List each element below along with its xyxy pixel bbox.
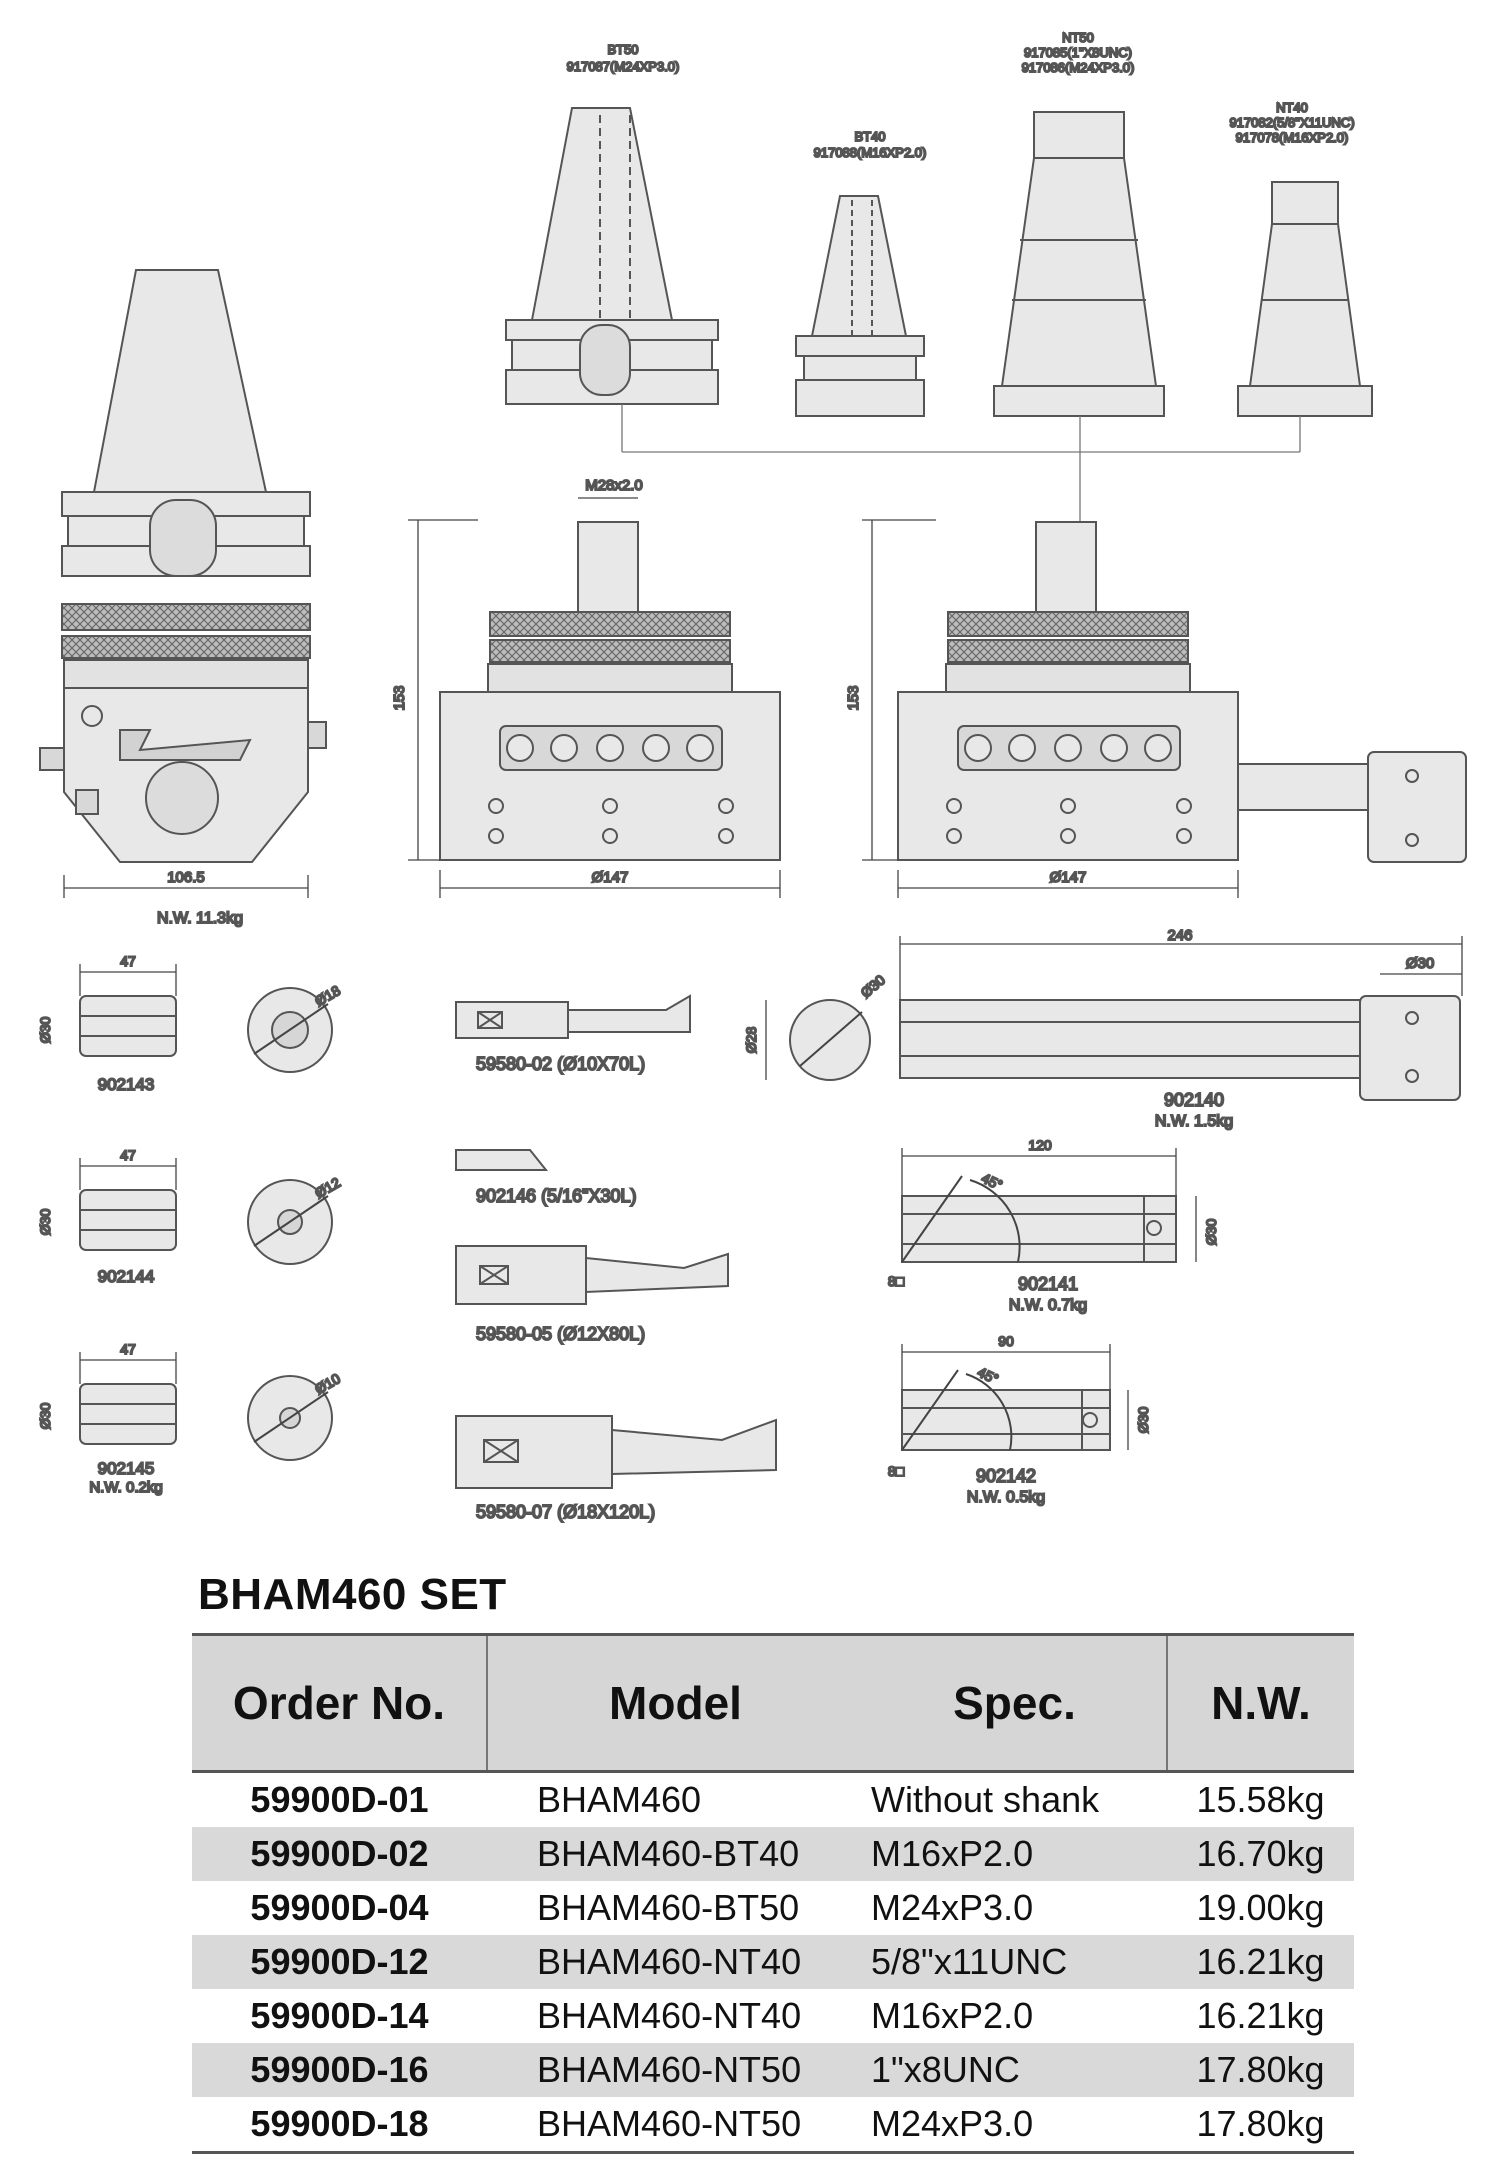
bar3-square: 8□ [887, 1463, 905, 1479]
holder-3-code: 902145 [97, 1459, 155, 1478]
side-view-assembly [40, 270, 326, 862]
holder-2-bore: Ø12 [312, 1174, 343, 1202]
table-header-row [192, 1635, 1354, 1772]
set-title: BHAM460 SET [198, 1570, 507, 1619]
bar1-length: 246 [1167, 927, 1193, 944]
bt50-shank [506, 108, 718, 404]
tool-3-label: 59580-05 (Ø12X80L) [476, 1324, 646, 1344]
spec: M24xP3.0 [863, 2097, 1167, 2153]
holder-1-bore: Ø18 [312, 982, 343, 1010]
front-height-label: 153 [391, 685, 408, 711]
net-weight: 19.00kg [1196, 1887, 1325, 1928]
holder-3-weight: N.W. 0.2kg [89, 1479, 163, 1496]
bar2-weight: N.W. 0.7kg [1008, 1297, 1088, 1314]
boring-head-with-bar [898, 522, 1466, 862]
tool-59580-07 [456, 1416, 776, 1488]
bt40-label: BT40 [854, 129, 886, 144]
side-weight-label: N.W. 11.3kg [157, 910, 243, 927]
model: BHAM460-BT40 [487, 1827, 863, 1881]
bar3-length: 90 [998, 1333, 1014, 1349]
bar3-code: 902142 [975, 1466, 1037, 1486]
order-no: 59900D-18 [192, 2097, 487, 2153]
order-no: 59900D-16 [192, 2043, 487, 2097]
tool-4-label: 59580-07 (Ø18X120L) [476, 1502, 656, 1522]
holder-3-length: 47 [120, 1341, 136, 1357]
bar1-d30b: Ø30 [1405, 955, 1435, 972]
bar2-dia: Ø30 [1203, 1218, 1219, 1246]
bar2-square: 8□ [887, 1273, 905, 1289]
thread-label: M28x2.0 [585, 477, 643, 494]
bar-902142 [902, 1370, 1110, 1450]
order-no: 59900D-02 [192, 1827, 487, 1881]
bar2-code: 902141 [1017, 1274, 1079, 1294]
table-row [192, 1989, 1354, 2043]
nt40-label: NT40 [1276, 100, 1308, 115]
holder-902143 [80, 988, 332, 1072]
table-row [192, 1772, 1354, 1828]
bar1-d28: Ø28 [743, 1026, 759, 1054]
tool-2-label: 902146 (5/16"X30L) [476, 1186, 637, 1206]
nt50-label: NT50 [1062, 30, 1094, 45]
spec: M24xP3.0 [871, 1887, 1034, 1928]
net-weight: 15.58kg [1196, 1779, 1325, 1820]
bt50-code: 917087(M24XP3.0) [566, 59, 680, 74]
net-weight: 16.70kg [1167, 1827, 1354, 1881]
net-weight: 16.21kg [1167, 1935, 1354, 1989]
model: BHAM460-NT50 [487, 2097, 863, 2153]
holder-1-dia: Ø30 [37, 1016, 53, 1044]
bar-902141 [902, 1176, 1176, 1262]
header-spec: Spec. [863, 1635, 1167, 1772]
holder-902145 [80, 1376, 332, 1460]
tool-59580-05 [456, 1246, 728, 1304]
header-nw: N.W. [1167, 1635, 1354, 1772]
order-no: 59900D-04 [250, 1887, 429, 1928]
order-no: 59900D-12 [192, 1935, 487, 1989]
net-weight: 17.80kg [1167, 2097, 1354, 2153]
nt40-code-1: 917082(5/8"X11UNC) [1229, 115, 1355, 130]
order-no: 59900D-14 [250, 1995, 429, 2036]
nt50-code-1: 917085(1"X8UNC) [1024, 45, 1132, 60]
holder-2-length: 47 [120, 1147, 136, 1163]
holder-2-dia: Ø30 [37, 1208, 53, 1236]
bt40-shank [796, 196, 924, 416]
tool-902146 [456, 1150, 546, 1170]
tool-1-label: 59580-02 (Ø10X70L) [476, 1054, 646, 1074]
nt50-shank [994, 112, 1164, 416]
front-diameter-label: Ø147 [591, 869, 629, 886]
holder-1-length: 47 [120, 953, 136, 969]
bar1-weight: N.W. 1.5kg [1154, 1113, 1234, 1130]
side-width-label: 106.5 [167, 869, 205, 886]
right-height-label: 153 [845, 685, 862, 711]
bar3-weight: N.W. 0.5kg [966, 1489, 1046, 1506]
model: BHAM460-NT40 [487, 1935, 863, 1989]
table-row [192, 1881, 1354, 1935]
bar-902140 [790, 996, 1460, 1100]
order-no: 59900D-01 [250, 1779, 429, 1820]
bar1-d30a: Ø30 [857, 971, 889, 1001]
nt40-shank [1238, 182, 1372, 416]
table-row [192, 2043, 1354, 2097]
bar1-code: 902140 [1163, 1090, 1225, 1110]
model: BHAM460-BT50 [537, 1887, 800, 1928]
spec: Without shank [871, 1779, 1100, 1820]
model: BHAM460 [537, 1779, 702, 1820]
model: BHAM460-NT50 [487, 2043, 863, 2097]
holder-1-code: 902143 [97, 1075, 155, 1094]
right-diameter-label: Ø147 [1049, 869, 1087, 886]
holder-3-bore: Ø10 [312, 1370, 343, 1398]
bar2-length: 120 [1028, 1137, 1052, 1153]
holder-3-dia: Ø30 [37, 1402, 53, 1430]
spec: M16xP2.0 [863, 1827, 1167, 1881]
table-row [192, 2097, 1354, 2153]
bt50-label: BT50 [607, 42, 639, 57]
bar3-angle: 45° [975, 1363, 1002, 1388]
nt40-code-2: 917078(M16XP2.0) [1235, 130, 1349, 145]
tool-59580-02 [456, 996, 690, 1038]
holder-2-code: 902144 [97, 1267, 155, 1286]
spec: 1"x8UNC [863, 2043, 1167, 2097]
bt40-code: 917088(M16XP2.0) [813, 145, 927, 160]
net-weight: 16.21kg [1196, 1995, 1325, 2036]
table-row [192, 1827, 1354, 1881]
bar3-dia: Ø30 [1135, 1406, 1151, 1434]
holder-902144 [80, 1180, 332, 1264]
bar2-angle: 45° [979, 1169, 1006, 1194]
header-model: Model [487, 1635, 863, 1772]
spec: M16xP2.0 [871, 1995, 1034, 2036]
spec: 5/8"x11UNC [863, 1935, 1167, 1989]
header-order-no: Order No. [192, 1635, 487, 1772]
table-row [192, 1935, 1354, 1989]
nt50-code-2: 917086(M24XP3.0) [1021, 60, 1135, 75]
model: BHAM460-NT40 [537, 1995, 802, 2036]
net-weight: 17.80kg [1167, 2043, 1354, 2097]
boring-head-front [440, 522, 780, 860]
order-table [192, 1633, 1354, 2154]
